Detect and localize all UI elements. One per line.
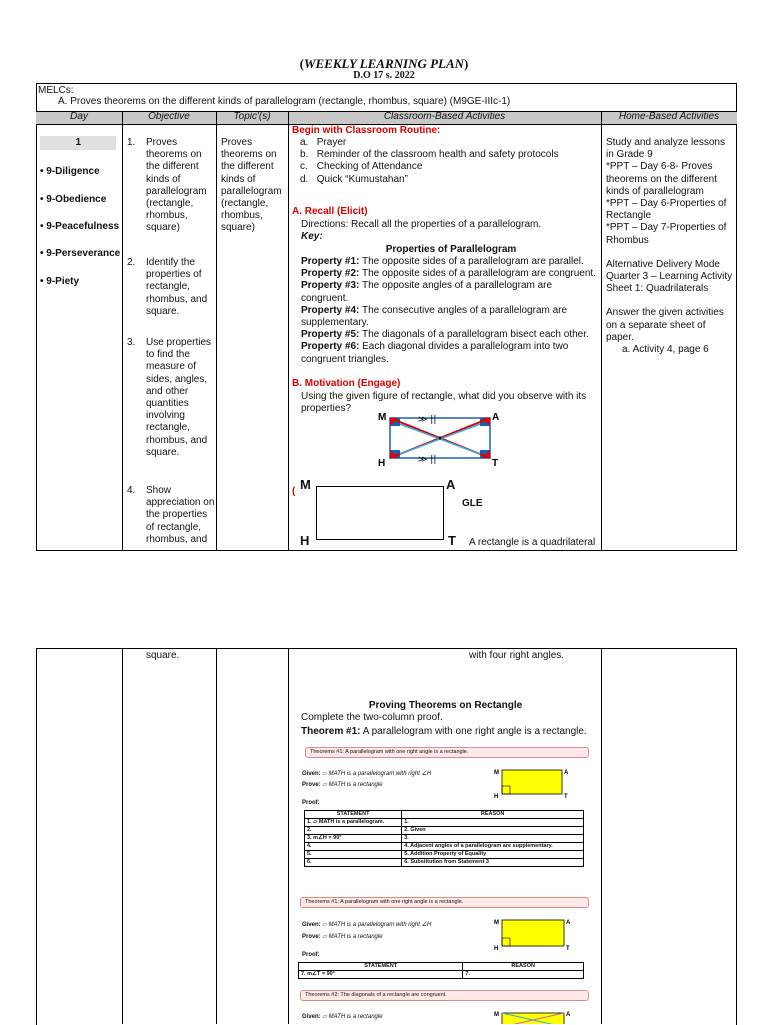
vertex-m-label: M [494,1012,499,1018]
svg-text:≫ ||: ≫ || [418,415,437,425]
melcs-item: A. Proves theorems on the different kinds of parallelogram (rectangle, rhombus, square) (M9GE-IIIc-1) [58,96,511,107]
home-line: in Grade 9 [606,149,653,161]
divider [288,648,289,1024]
box2-rect-figure [494,916,574,952]
home-activities [606,137,734,356]
melcs-label: MELCs: [38,85,74,96]
objective-line: kinds of [146,173,181,185]
property-item: Property #3: The opposite angles of a parallelogram are congruent. [301,280,553,304]
objective-num: 3. [127,337,136,348]
document-subtitle: D.O 17 s. 2022 [353,70,415,81]
property-item: Property #6: Each diagonal divides a parallelogram into two congruent triangles. [301,341,569,365]
home-line: Rectangle [606,210,652,222]
value-obedience: • 9-Obedience [40,194,107,205]
home-line: Quarter 3 – Learning Activity [606,271,733,283]
theorem-box-3-header: Theorems #2: The diagonals of a rectangle are congruent. [300,990,589,1001]
routine-item: d. Quick “Kumustahan” [300,173,408,185]
box2-given: Given: ▱ MATH is a parallelogram with right ∠H [302,922,432,928]
routine-item: b. Reminder of the classroom health and safety protocols [300,149,559,161]
objective-line: Proves [146,137,178,148]
objective-line: involving [146,410,185,422]
property-item: Property #4: The consecutive angles of a parallelogram are supplementary. [301,304,568,329]
routine-item: a. Prayer [300,137,347,148]
divider [216,111,217,550]
box3-rect-figure [494,1008,574,1024]
motivation-text: Using the given figure of rectangle, what did you observe with its properties? [301,391,587,415]
proof-row: 2. 2. Given [305,827,584,835]
properties-list [301,256,597,366]
objective-line: Show [146,485,172,496]
vertex-t-label: T [566,946,570,952]
value-peacefulness: • 9-Peacefulness [40,221,120,232]
topic-line: rhombus, [221,210,263,222]
objective-num: 4. [127,485,136,496]
value-piety: • 9-Piety [40,276,80,287]
proof-col-reason: REASON [402,811,584,819]
objective-line: and other [146,385,189,397]
topic-cell [221,137,287,235]
day-number: 1 [40,136,116,150]
objective-line: measure of [146,361,197,373]
rectangle-diagonals-figure [370,408,500,470]
objective-line: the properties [146,509,208,521]
big-vertex-t: T [448,533,456,548]
objective-continued: square. [146,650,180,661]
box1-rect-figure [494,766,572,800]
objective-line: sides, angles, [146,373,208,385]
objective-3 [127,337,215,459]
objective-line: rhombus, and [146,434,208,446]
big-rectangle [316,486,444,540]
vertex-m-label: M [378,412,387,423]
theorem-box-2-header: Theorems #1: A parallelogram with one right angle is a rectangle. [300,897,589,908]
box1-prove: Prove: ▱ MATH is a rectangle [302,782,383,788]
vertex-t-label: T [492,458,499,469]
proof-row: 3. m∠H = 90° 3. [305,835,584,843]
property-item: Property #5: The diagonals of a parallelogram bisect each other. [301,329,589,341]
objective-line: theorems on [146,149,202,161]
objective-4 [127,485,215,546]
vertex-a-label: A [564,770,569,776]
objective-line: square. [146,305,180,317]
vertex-h-label: H [494,946,499,952]
recall-title: A. Recall (Elicit) [292,206,368,217]
proving-instructions: Complete the two-column proof. [301,712,443,723]
theorem1-statement: Theorem #1: A parallelogram with one right angle is a rectangle. [301,726,587,737]
box1-proof-label: Proof: [302,800,320,806]
routine-list [300,137,600,186]
topic-line: square) [221,222,255,234]
proof-row: 6. 6. Substitution from Statement 3 [305,859,584,867]
proving-title: Proving Theorems on Rectangle [368,700,523,711]
home-line: paper. [606,331,634,343]
divider [216,648,217,1024]
col-objective: Objective [148,111,190,122]
home-line: theorems on the different [606,173,717,185]
divider [288,111,289,550]
key-label: Key: [301,231,323,242]
vertex-m-label: M [494,920,499,926]
objective-line: rectangle, [146,281,190,293]
objective-line: (rectangle, [146,198,194,210]
proof-col-reason: REASON [463,963,584,971]
divider [601,648,602,1024]
box3-given: Given: ▱ MATH is a rectangle [302,1014,383,1020]
objective-line: Use properties [146,337,212,348]
melcs-block [38,85,510,107]
home-line: kinds of parallelogram [606,185,704,197]
rect-label-fragment: GLE [462,498,483,509]
home-line: Study and analyze lessons [606,137,725,148]
topic-line: Proves [221,137,253,148]
box2-prove: Prove: ▱ MATH is a rectangle [302,934,383,940]
objective-line: of rectangle, [146,521,202,533]
rect-definition-line1: A rectangle is a quadrilateral [469,537,596,548]
properties-title: Properties of Parallelogram [385,244,517,255]
objective-num: 1. [127,137,136,148]
box2-proof-label: Proof: [302,952,320,958]
objective-1 [127,137,215,235]
objective-num: 2. [127,257,136,268]
home-line: *PPT – Day 7-Properties of [606,222,727,234]
motivation-title: B. Motivation (Engage) [292,378,401,389]
divider [601,111,602,550]
objective-line: square) [146,222,180,234]
vertex-a-label: A [566,920,571,926]
objective-line: quantities [146,398,189,410]
objective-line: to find the [146,349,190,361]
property-item: Property #1: The opposite sides of a parallelogram are parallel. [301,256,584,267]
home-activity-item: a. Activity 4, page 6 [622,344,709,356]
vertex-a-label: A [566,1012,571,1018]
home-line: Rhombus [606,234,649,246]
home-line: Sheet 1: Quadrilaterals [606,283,709,295]
rect-definition-line2: with four right angles. [469,650,565,661]
property-item: Property #2: The opposite sides of a parallelogram are congruent. [301,268,596,280]
home-line: on a separate sheet of [606,319,706,331]
divider [122,111,123,550]
topic-line: theorems on [221,149,277,161]
objective-line: rhombus, and [146,533,208,545]
big-vertex-h: H [300,533,310,548]
objective-line: square. [146,446,180,458]
proof-col-statement: STATEMENT [305,811,402,819]
box2-proof-table [298,962,584,979]
value-perseverance: • 9-Perseverance [40,248,121,259]
topic-line: parallelogram [221,185,282,197]
proof-col-statement: STATEMENT [299,963,463,971]
vertex-a-label: A [492,412,500,423]
col-classroom: Classroom-Based Activities [383,111,506,122]
col-topics: Topic'(s) [233,111,271,122]
proof-row: 7. m∠T = 90° 7. [299,971,584,979]
box1-given: Given: ▱ MATH is a parallelogram with right ∠H [302,771,432,777]
objective-line: rhombus, [146,210,188,222]
topic-line: (rectangle, [221,198,269,210]
document-title: (WEEKLY LEARNING PLAN) [299,56,469,71]
routine-title: Begin with Classroom Routine: [292,125,441,136]
col-home: Home-Based Activities [618,111,720,122]
proof-row: 1. ▱ MATH is a parallelogram. 1. [305,819,584,827]
home-line: *PPT – Day 6-8- Proves [606,161,713,173]
big-vertex-a: A [446,477,456,492]
objective-line: rhombus, and [146,293,208,305]
objective-line: rectangle, [146,422,190,434]
big-vertex-m: M [300,477,311,492]
home-line: Alternative Delivery Mode [606,258,720,270]
proof-row: 4. 4. Adjacent angles of a parallelogram are supplementary. [305,843,584,851]
objective-line: properties of [146,269,202,281]
proof-row: 5. 5. Addition Property of Equality [305,851,584,859]
topic-line: the different [221,161,274,173]
vertex-t-label: T [564,794,568,800]
vertex-h-label: H [494,794,499,800]
objective-2 [127,257,215,318]
vertex-h-label: H [378,458,386,469]
topic-line: kinds of [221,173,256,185]
box1-proof-table [304,810,584,867]
routine-item: c. Checking of Attendance [300,161,423,173]
value-diligence: • 9-Diligence [40,166,100,177]
objective-line: parallelogram [146,185,207,197]
home-line: Answer the given activities [606,307,724,319]
theorem-box-1-header: Theorems #1: A parallelogram with one right angle is a rectangle. [305,747,589,758]
objective-line: Identify the [146,257,195,268]
svg-text:≫ ||: ≫ || [418,455,437,465]
recall-directions: Directions: Recall all the properties of a parallelogram. [301,219,542,230]
divider [122,648,123,1024]
objective-line: the different [146,161,199,173]
col-day: Day [70,111,88,122]
home-line: *PPT – Day 6-Properties of [606,198,727,210]
vertex-m-label: M [494,770,499,776]
objective-line: appreciation on [146,497,215,509]
